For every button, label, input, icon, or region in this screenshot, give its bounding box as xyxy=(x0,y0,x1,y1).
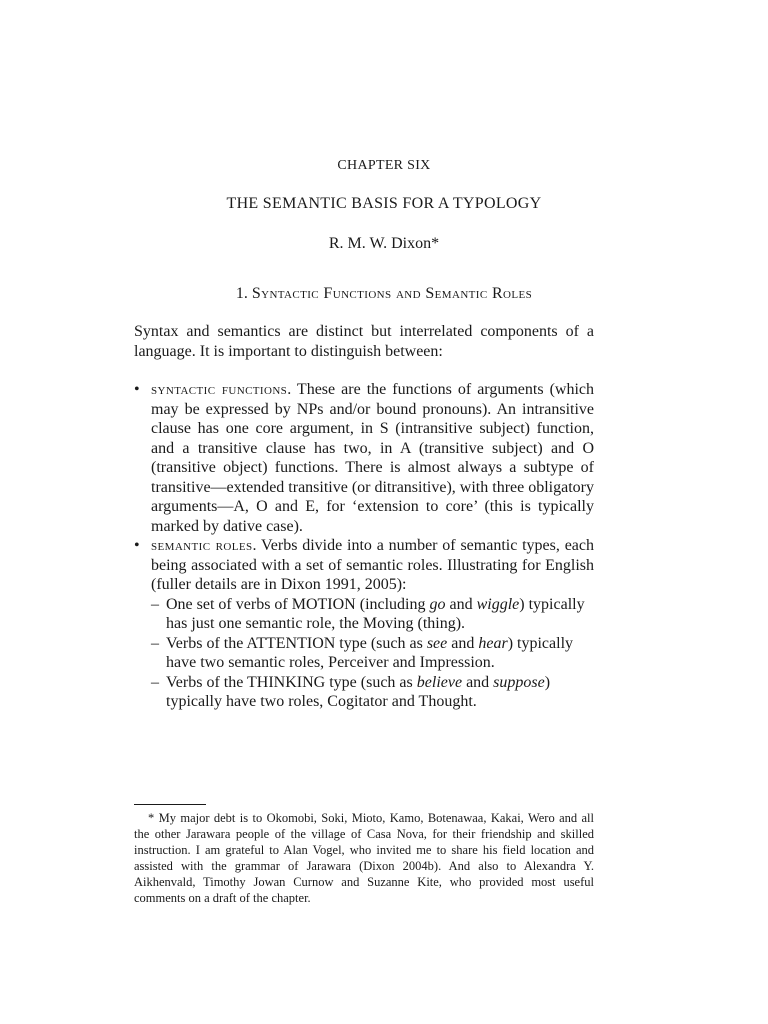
sub-item-text: and xyxy=(447,634,479,652)
semantic-roles-paragraph xyxy=(151,536,594,595)
definition-list xyxy=(134,380,594,712)
footnote-divider xyxy=(134,804,206,805)
chapter-title: THE SEMANTIC BASIS FOR A TYPOLOGY xyxy=(226,195,542,212)
example-verb: hear xyxy=(478,634,508,652)
sub-item-text: ) typically has just one semantic role, the Moving (thing). xyxy=(166,595,585,632)
syntactic-functions-text: . These are the functions of arguments (which may be expressed by NPs and/or bound pronouns). An intransitive clause has one core argument, in S (intransitive subject) function, and a transitive clause has two, in A (transitive subject) and O (transitive object) functions. There is almost always a subtype of transitive—extended transitive (or ditransitive), with three obligatory arguments—A, O and E, for ‘extension to core’ (this is typically marked by dative case). xyxy=(151,381,594,535)
author-line: R. M. W. Dixon* xyxy=(328,235,440,252)
sub-item-text: One set of verbs of MOTION (including xyxy=(166,595,430,613)
sub-item-text: and xyxy=(462,673,494,691)
footnote: * My major debt is to Okomobi, Soki, Mioto, Kamo, Botenawaa, Kakai, Wero and all the other Jarawara people of the village of Casa Nova, for their friendship and skilled instruction. I am grateful to Alan Vogel, who invited me to share his field location and assisted with the grammar of Jarawara (Dixon 2004b). And also to Alexandra Y. Aikhenvald, Timothy Jowan Curnow and Suzanne Kite, who provided most useful comments on a draft of the chapter. xyxy=(134,811,594,905)
semantic-type-list xyxy=(151,595,594,712)
intro-paragraph: Syntax and semantics are distinct but interrelated components of a language. It is important to distinguish between: xyxy=(134,323,594,360)
example-verb: suppose xyxy=(493,673,545,691)
sub-item-thinking xyxy=(151,673,594,712)
sub-item-text: Verbs of the ATTENTION type (such as xyxy=(166,634,427,652)
sub-item-text: Verbs of the THINKING type (such as xyxy=(166,673,417,691)
bullet-semantic-roles xyxy=(134,536,594,712)
sub-item-attention xyxy=(151,634,594,673)
semantic-roles-text: . Verbs divide into a number of semantic types, each being associated with a set of semantic roles. Illustrating for English (fuller details are in Dixon 1991, 2005): xyxy=(151,537,594,593)
section-heading xyxy=(0,285,768,303)
term-semantic-roles: semantic roles xyxy=(151,537,253,554)
sub-item-text: ) typically have two roles, Cogitator and Thought. xyxy=(166,673,551,710)
example-verb: see xyxy=(426,634,448,652)
term-syntactic-functions: syntactic functions xyxy=(151,381,288,398)
section-number: 1. xyxy=(235,285,248,302)
sub-item-motion xyxy=(151,595,594,634)
sub-item-text: ) typically have two semantic roles, Perceiver and Impression. xyxy=(166,634,574,671)
sub-item-text: and xyxy=(445,595,477,613)
example-verb: wiggle xyxy=(476,595,520,613)
section-title: Syntactic Functions and Semantic Roles xyxy=(251,285,533,302)
chapter-label: CHAPTER SIX xyxy=(337,158,431,173)
example-verb: go xyxy=(429,595,446,613)
example-verb: believe xyxy=(416,673,463,691)
bullet-syntactic-functions xyxy=(134,380,594,536)
